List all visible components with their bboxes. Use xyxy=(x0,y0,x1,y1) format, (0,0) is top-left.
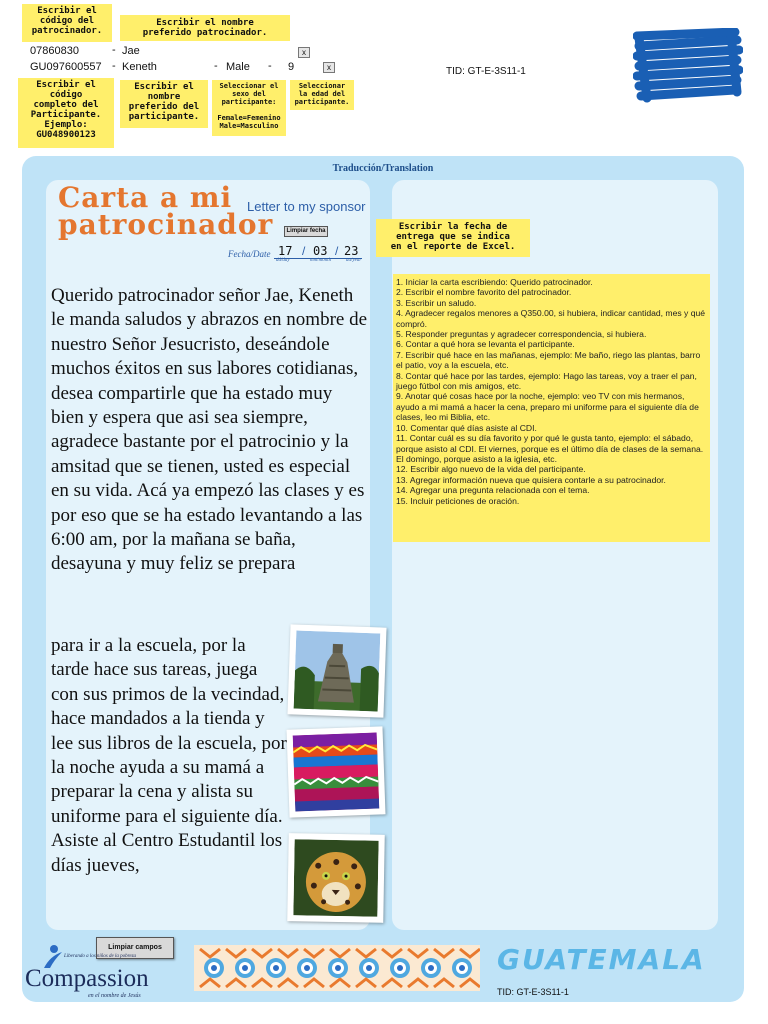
clear-participant-button[interactable]: x xyxy=(323,62,335,73)
tid-footer: TID: GT-E-3S11-1 xyxy=(497,987,569,997)
date-hint-day: dd/day xyxy=(276,258,290,263)
jaguar-photo xyxy=(287,833,385,923)
instruction-item: 12. Escribir algo nuevo de la vida del participante. xyxy=(396,464,586,475)
textile-pattern-banner xyxy=(194,945,480,991)
clear-sponsor-button[interactable]: x xyxy=(298,47,310,58)
instruction-item: 3. Escribir un saludo. xyxy=(396,297,477,308)
date-hint-month: mm/month xyxy=(310,258,332,263)
letter-title xyxy=(58,181,274,241)
sex-select[interactable]: Male xyxy=(226,61,250,73)
instruction-item: 15. Incluir peticiones de oración. xyxy=(396,495,520,506)
participant-name-field[interactable]: Keneth xyxy=(122,61,157,73)
date-day-field[interactable]: 17 xyxy=(278,244,293,258)
instruction-item: 9. Anotar qué cosas hace por la noche, ejemplo: veo TV con mis hermanos, ayudo a mi mamá a hacer la cena, preparo mi uniforme para el siguiente día de clases, leo mi Biblia, etc. xyxy=(396,391,699,423)
dash: - xyxy=(214,60,218,72)
date-hint-year: aa/year xyxy=(346,258,362,263)
note-participant-name: Escribir el nombre preferido del participante. xyxy=(120,80,208,128)
logo-subline: en el nombre de Jesús xyxy=(88,993,141,999)
note-participant-code: Escribir el código completo del Participante. Ejemplo: GU048900123 xyxy=(18,78,114,148)
letter-paragraph-1[interactable]: Querido patrocinador señor Jae, Keneth le manda saludos y abrazos en nombre de nuestro Señor Jesucristo, deseándole muchos éxitos en sus labores cotidianas, desea compartirle que ha estado muy bien y espera que asi sea siempre, agradece bastante por el patrocinio y la amsitad que se tienen, usted es especial en su vida. Acá ya empezó las clases y es por eso que se ha estado levantando a las 6:00 am, por la mañana se baña, desayuna y muy feliz se prepara xyxy=(51,285,368,575)
sponsor-code-field[interactable]: 07860830 xyxy=(30,45,79,57)
date-month-field[interactable]: 03 xyxy=(313,244,328,258)
maya-temple-photo xyxy=(287,624,386,717)
date-separator: / xyxy=(302,244,306,258)
note-sex: Seleccionar el sexo del participante: Female=Femenino Male=Masculino xyxy=(212,80,286,136)
age-select[interactable]: 9 xyxy=(288,61,295,73)
date-label: Fecha/Date xyxy=(228,249,271,259)
instruction-item: 5. Responder preguntas y agradecer correspondencia, si hubiera. xyxy=(396,329,647,340)
logo-name: Compassion xyxy=(25,965,149,992)
woven-textiles-photo xyxy=(286,726,385,817)
date-year-field[interactable]: 23 xyxy=(344,244,359,258)
clear-fields-button[interactable]: Limpiar campos xyxy=(96,937,174,959)
note-sponsor-code: Escribir el código del patrocinador. xyxy=(22,4,112,42)
dash: - xyxy=(112,60,116,72)
translation-title: Traducción/Translation xyxy=(332,163,434,174)
blue-scribble-mark xyxy=(633,28,743,104)
logo-tagline: Liberando a los niños de la pobreza xyxy=(64,954,137,959)
instruction-item: 7. Escribir qué hace en las mañanas, ejemplo: Me baño, riego las plantas, barro el patio, voy a la escuela, etc. xyxy=(396,349,701,371)
dash: - xyxy=(112,44,116,56)
instruction-item: 1. Iniciar la carta escribiendo: Querido patrocinador. xyxy=(396,277,593,287)
instruction-item: 8. Contar qué hace por las tardes, ejemplo: Hago las tareas, voy a traer el pan, juego fútbol con mis amigos, etc. xyxy=(396,370,697,392)
instruction-item: 11. Contar cuál es su día favorito y por qué le gusta tanto, ejemplo: el sábado, porque asisto al CDI. El viernes, porque es el último día de clases de la semana. El domingo, porque asisto a la iglesia, etc. xyxy=(396,433,704,464)
note-sponsor-name: Escribir el nombre preferido patrocinador. xyxy=(120,15,290,41)
letter-title-line2: patrocinador xyxy=(58,208,274,241)
sponsor-name-field[interactable]: Jae xyxy=(122,45,140,57)
instruction-item: 6. Contar a qué hora se levanta el participante. xyxy=(396,339,575,350)
date-separator: / xyxy=(335,244,339,258)
instruction-item: 14. Agregar una pregunta relacionada con el tema. xyxy=(396,485,590,496)
note-age: Seleccionar la edad del participante. xyxy=(290,80,354,110)
instructions-note xyxy=(393,274,710,542)
participant-code-field[interactable]: GU097600557 xyxy=(30,61,102,73)
tid-header: TID: GT-E-3S11-1 xyxy=(446,66,526,77)
clear-date-button[interactable]: Limpiar fecha xyxy=(284,226,328,237)
instruction-item: 2. Escribir el nombre favorito del patrocinador. xyxy=(396,287,572,298)
letter-paragraph-2[interactable]: para ir a la escuela, por la tarde hace sus tareas, juega con sus primos de la vecindad, hace mandados a la tienda y lee sus libros de la escuela, por la noche ayuda a su mamá a preparar la cena y alista su uniforme para el siguiente día. Asiste al Centro Estudantil los días jueves, xyxy=(51,635,287,876)
letter-title-line1: Carta a mi xyxy=(58,181,233,214)
dash: - xyxy=(268,60,272,72)
country-title: GUATEMALA xyxy=(497,943,706,976)
note-delivery-date: Escribir la fecha de entrega que se indica en el reporte de Excel. xyxy=(376,219,530,257)
letter-subtitle: Letter to my sponsor xyxy=(247,199,366,214)
instruction-item: 13. Agregar información nueva que quisiera contarle a su patrocinador. xyxy=(396,474,666,485)
instruction-item: 4. Agradecer regalos menores a Q350.00, si hubiera, indicar cantidad, mes y qué compró. xyxy=(396,308,706,329)
instruction-item: 10. Comentar qué días asiste al CDI. xyxy=(396,422,537,433)
